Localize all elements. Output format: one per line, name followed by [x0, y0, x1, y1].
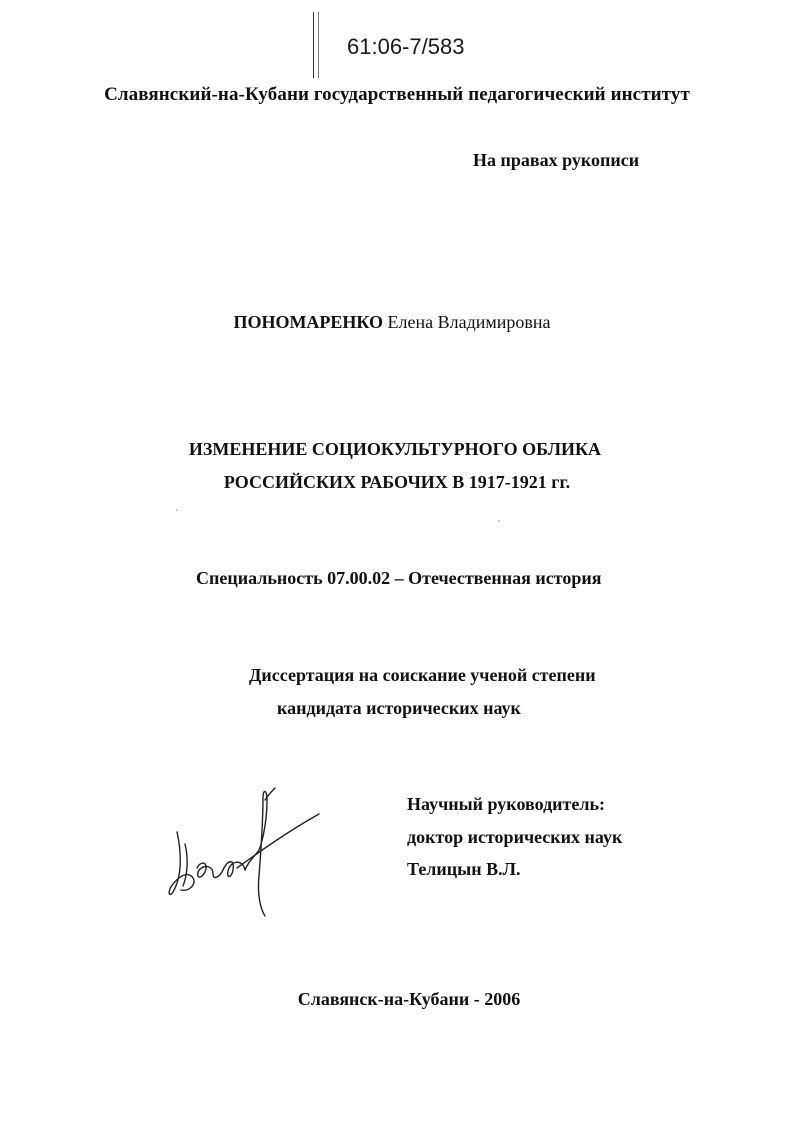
dissertation-title-line-2: РОССИЙСКИХ РАБОЧИХ В 1917-1921 гг. — [223, 472, 571, 492]
author-surname: ПОНОМАРЕНКО — [233, 312, 384, 332]
dissertation-title-line-1: ИЗМЕНЕНИЕ СОЦИОКУЛЬТУРНОГО ОБЛИКА — [188, 439, 602, 459]
institution-name: Славянский-на-Кубани государственный педагогический институт — [104, 84, 690, 105]
author-given-names: Елена Владимировна — [387, 312, 551, 332]
author-name — [0, 311, 789, 333]
supervisor-degree: доктор исторических наук — [407, 827, 623, 847]
author-signature — [163, 780, 323, 920]
specialty: Специальность 07.00.02 – Отечественная история — [196, 568, 602, 588]
stamp-rule-left — [313, 12, 314, 78]
degree-line-1: Диссертация на соискание ученой степени — [249, 665, 596, 685]
stamp-rule-right — [318, 12, 319, 78]
degree-line-2: кандидата исторических наук — [277, 698, 521, 718]
scan-speck — [498, 520, 500, 522]
place-and-year: Славянск-на-Кубани - 2006 — [297, 989, 521, 1009]
manuscript-rights: На правах рукописи — [473, 150, 640, 170]
supervisor-heading: Научный руководитель: — [407, 794, 605, 814]
archive-stamp-code: 61:06-7/583 — [347, 34, 465, 59]
supervisor-name: Телицын В.Л. — [407, 859, 521, 879]
scan-speck — [176, 509, 178, 511]
